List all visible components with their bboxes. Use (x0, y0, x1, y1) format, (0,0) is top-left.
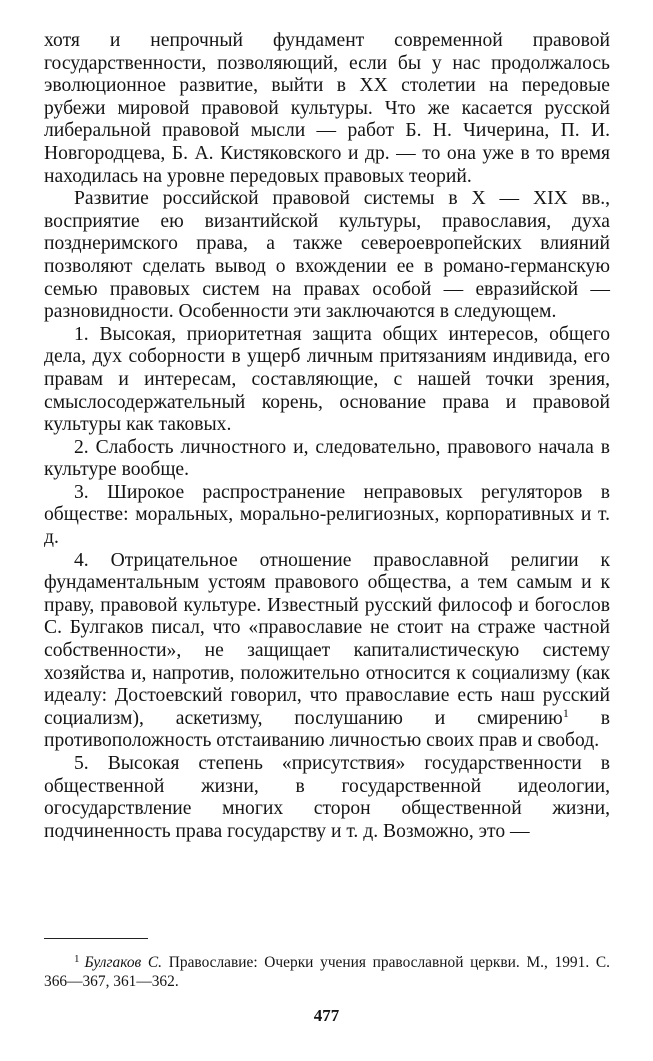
paragraph-feature-4-tail: в противоположность отстаиванию личностью своих прав и свобод. (44, 707, 610, 752)
footnote-text: Православие: Очерки учения православной церкви. М., 1991. С. 366—367, 361—362. (44, 954, 610, 990)
footnote (44, 950, 610, 991)
page-number: 477 (313, 1006, 340, 1025)
paragraph-continuation: хотя и непрочный фундамент современной правовой государственности, позволяющий, если бы у нас продолжалось эволюционное развитие, выйти в XX столетии на передовые рубежи мировой правовой культуры. Что же касается русской либеральной правовой мысли — работ Б. Н. Чичерина, П. И. Новгородцева, Б. А. Кистяковского и др. — то она уже в то время находилась на уровне передовых правовых теорий. (44, 30, 610, 187)
page-body (44, 30, 610, 843)
footnote-divider (44, 938, 148, 939)
paragraph-feature-3: 3. Широкое распространение неправовых регуляторов в обществе: моральных, морально-религиозных, корпоративных и т. д. (44, 481, 610, 549)
paragraph-feature-4-text: 4. Отрицательное отношение православной религии к фундаментальным устоям правового общества, а тем самым и к праву, правовой культуре. Известный русский философ и богослов С. Булгаков писал, что «православие не стоит на страже частной собственности», не защищает капиталистическую систему хозяйства и, напротив, положительно относится к социализму (как идеалу: Достоевский говорил, что православие есть наш русский социализм), аскетизму, послушанию и смирению (44, 549, 610, 729)
paragraph-feature-2: 2. Слабость личностного и, следовательно, правового начала в культуре вообще. (44, 436, 610, 481)
footnote-author: Булгаков С. (84, 954, 163, 971)
footnote-reference[interactable]: 1 (562, 705, 569, 720)
paragraph-feature-4 (44, 550, 610, 753)
footnote-marker: 1 (74, 953, 80, 965)
paragraph-feature-1: 1. Высокая, приоритетная защита общих интересов, общего дела, дух соборности в ущерб личным притязаниям индивида, его правам и интересам, составляющие, с нашей точки зрения, смыслосодержательный корень, основание права и правовой культуры как таковых. (44, 323, 610, 436)
paragraph-feature-5: 5. Высокая степень «присутствия» государственности в общественной жизни, в государственной идеологии, огосударствление многих сторон общественной жизни, подчиненность права государству и т. д. Возможно, это — (44, 753, 610, 842)
paragraph-legal-system-development: Развитие российской правовой системы в X — XIX вв., восприятие ею византийской культуры, православия, духа позднеримского права, а также североевропейских влияний позволяют сделать вывод о вхождении ее в романо-германскую семью правовых систем на правах особой — евразийской — разновидности. Особенности эти заключаются в следующем. (44, 188, 610, 323)
